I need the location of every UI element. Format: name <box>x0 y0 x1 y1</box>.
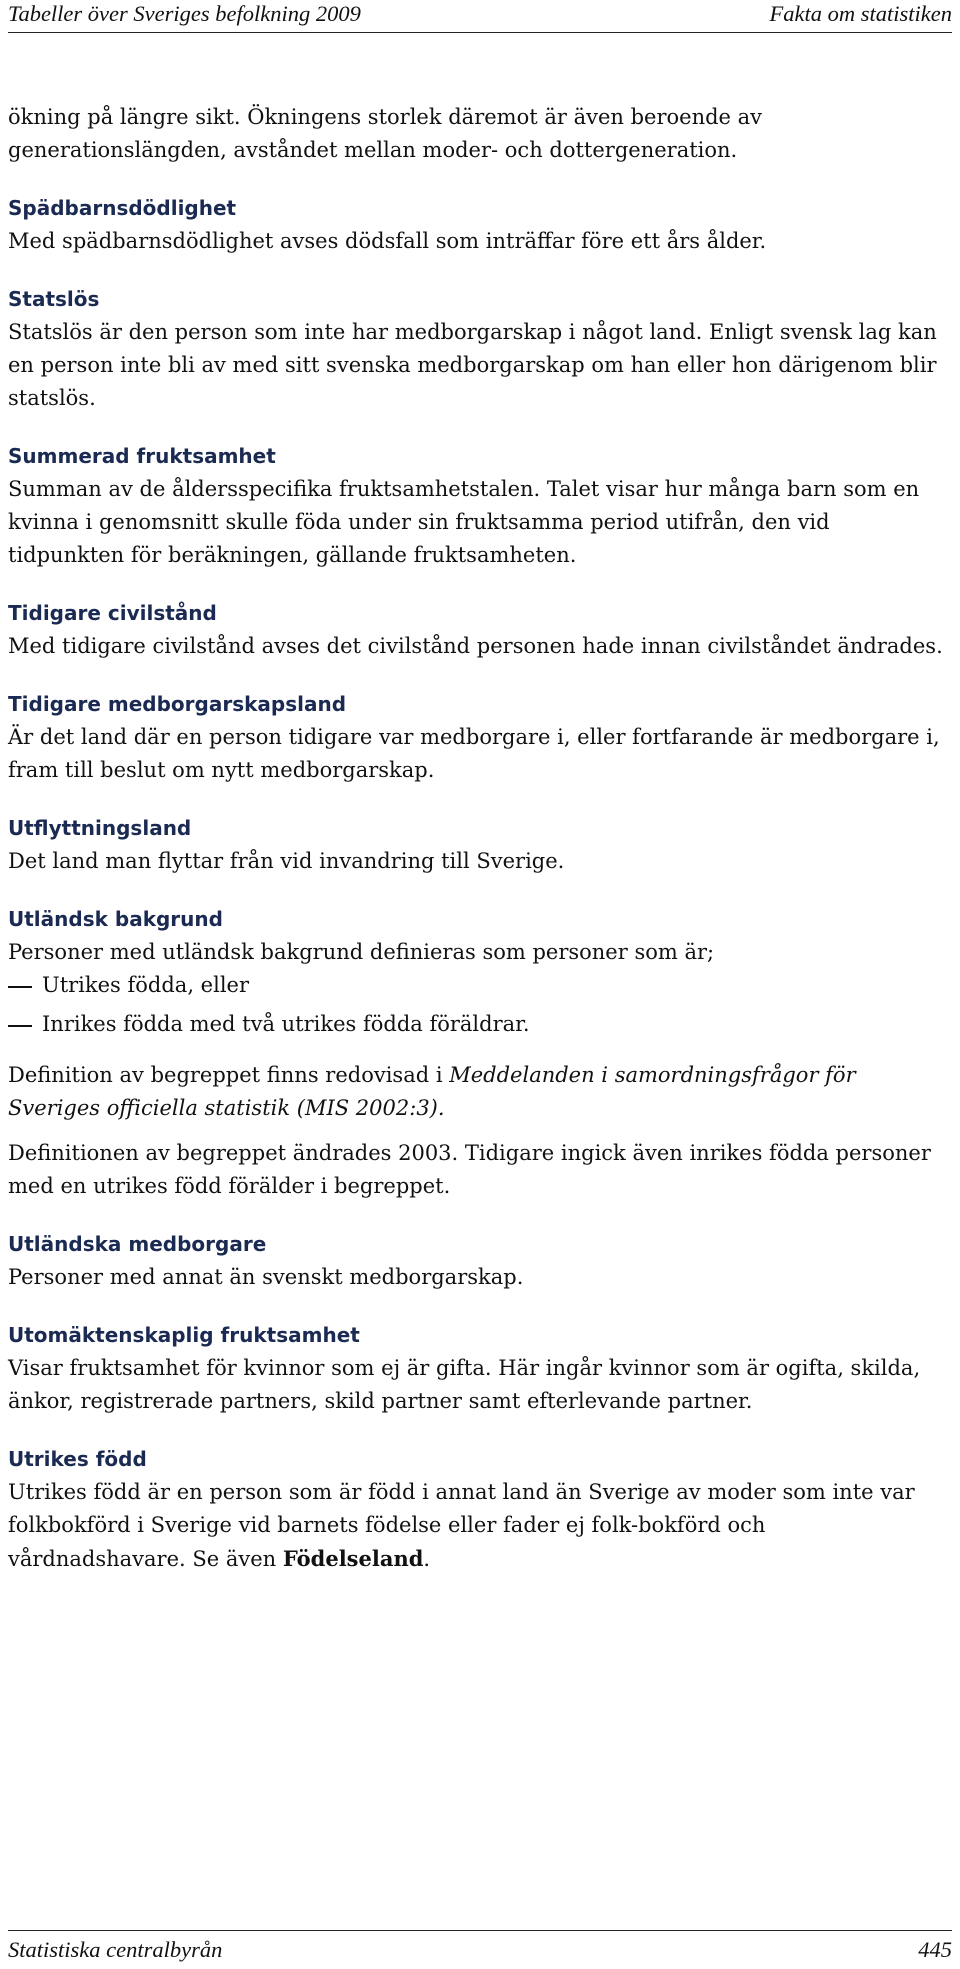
footer-publisher: Statistiska centralbyrån <box>8 1937 223 1962</box>
term-definition: Visar fruktsamhet för kvinnor som ej är gifta. Här ingår kvinnor som är ogifta, skilda, änkor, registrerade partners, skild partner samt efterlevande partner. <box>8 1356 921 1413</box>
list-item: Utrikes födda, eller <box>8 969 948 1002</box>
term-definition: Statslös är den person som inte har medborgarskap i något land. Enligt svensk lag kan en person inte bli av med sitt svenska medborgarskap om han eller hon därigenom blir statslös. <box>8 320 937 410</box>
reference-title: Meddelanden i samordningsfrågor för Sveriges officiella statistik (MIS 2002:3). <box>8 1063 856 1120</box>
entry-utlandska-medborgare <box>8 1228 948 1294</box>
term-heading: Utrikes född <box>8 1447 147 1471</box>
term-heading: Spädbarnsdödlighet <box>8 196 237 220</box>
page-body <box>8 101 948 1576</box>
term-definition: Med spädbarnsdödlighet avses dödsfall som inträffar före ett års ålder. <box>8 229 767 253</box>
definition-text: Utrikes född är en person som är född i annat land än Sverige av moder som inte var folkbokförd i Sverige vid barnets födelse eller fader ej folk-bokförd och vårdnadshavare. Se även <box>8 1480 915 1571</box>
entry-utrikes-fodd <box>8 1443 948 1576</box>
term-heading: Tidigare civilstånd <box>8 601 217 625</box>
criteria-list <box>8 969 948 1041</box>
list-item: Inrikes födda med två utrikes födda föräldrar. <box>8 1008 948 1041</box>
term-definition: Det land man flyttar från vid invandring till Sverige. <box>8 849 565 873</box>
term-heading: Tidigare medborgarskapsland <box>8 692 347 716</box>
entry-utomaktenskaplig-fruktsamhet <box>8 1319 948 1418</box>
term-heading: Utflyttningsland <box>8 816 192 840</box>
entry-tidigare-civilstand <box>8 597 948 663</box>
definition-change-note: Definitionen av begreppet ändrades 2003. Tidigare ingick även inrikes födda personer med en utrikes född förälder i begreppet. <box>8 1141 931 1198</box>
definition-end: . <box>423 1547 431 1571</box>
definition-reference <box>8 1059 948 1125</box>
term-definition <box>8 1476 948 1576</box>
term-definition: Med tidigare civilstånd avses det civilstånd personen hade innan civilståndet ändrades. <box>8 634 943 658</box>
term-heading: Utländsk bakgrund <box>8 907 223 931</box>
term-definition: Personer med utländsk bakgrund definieras som personer som är; <box>8 940 715 964</box>
entry-spadbarnsdodlighet <box>8 192 948 258</box>
entry-utflyttningsland <box>8 812 948 878</box>
term-heading: Statslös <box>8 287 100 311</box>
reference-prefix: Definition av begreppet finns redovisad i <box>8 1063 450 1087</box>
entry-statslos <box>8 283 948 415</box>
term-heading: Utomäktenskaplig fruktsamhet <box>8 1323 360 1347</box>
header-publication-title: Tabeller över Sveriges befolkning 2009 <box>8 1 361 26</box>
term-heading: Summerad fruktsamhet <box>8 444 276 468</box>
term-definition: Är det land där en person tidigare var medborgare i, eller fortfarande är medborgare i, fram till beslut om nytt medborgarskap. <box>8 725 940 782</box>
running-footer <box>8 1930 952 1967</box>
entry-tidigare-medborgarskapsland <box>8 688 948 787</box>
term-definition: Summan av de åldersspecifika fruktsamhetstalen. Talet visar hur många barn som en kvinna i genomsnitt skulle föda under sin fruktsamma period utifrån, den vid tidpunkten för beräkningen, gällande fruktsamheten. <box>8 477 920 567</box>
running-header <box>8 0 952 33</box>
term-heading: Utländska medborgare <box>8 1232 267 1256</box>
see-also-term: Födelseland <box>282 1546 424 1571</box>
intro-paragraph: ökning på längre sikt. Ökningens storlek däremot är även beroende av generationslängden, avståndet mellan moder- och dottergeneration. <box>8 105 763 162</box>
term-definition: Personer med annat än svenskt medborgarskap. <box>8 1265 524 1289</box>
entry-summerad-fruktsamhet <box>8 440 948 572</box>
entry-utlandsk-bakgrund <box>8 903 948 1203</box>
page-number: 445 <box>918 1937 952 1962</box>
header-section-title: Fakta om statistiken <box>769 1 952 26</box>
